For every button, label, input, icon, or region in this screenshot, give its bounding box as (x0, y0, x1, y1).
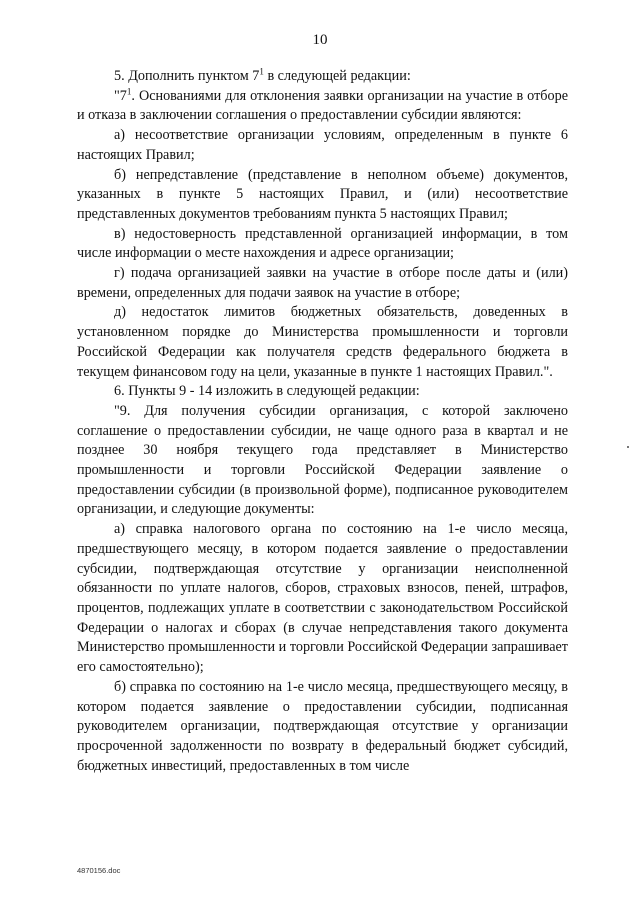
subitem-v: в) недостоверность представленной организацией информации, в том числе информации о месте нахождения и адресе организации; (77, 225, 568, 262)
subitem-9-a: а) справка налогового органа по состоянию на 1-е число месяца, предшествующего месяцу, в котором подается заявление о предоставлении субсидии, подтверждающая отсутствие у организации неисполненной обязанности по уплате налогов, сборов, страховых взносов, пеней, штрафов, процентов, подлежащих уплате в соответствии с законодательством Российской Федерации о налогах и сборах (в случае непредставления такого документа Министерство промышленности и торговли Российской Федерации запрашивает его самостоятельно); (77, 521, 568, 676)
subitem-d: д) недостаток лимитов бюджетных обязательств, доведенных в установленном порядке до Министерства промышленности и торговли Российской Федерации как получателя средств федерального бюджета в текущем финансовом году на цели, указанные в пункте 1 настоящих Правил.". (77, 304, 568, 380)
subitem-g: г) подача организацией заявки на участие в отборе после даты и (или) времени, определенных для подачи заявок на участие в отборе; (77, 265, 568, 301)
paragraph-item-5: 5. Дополнить пунктом $7^1$ в следующей редакции: (114, 66, 411, 84)
footer-filename: 4870156.doc (77, 866, 121, 875)
document-body (77, 67, 568, 776)
subitem-a: а) несоответствие организации условиям, определенным в пункте 6 настоящих Правил; (77, 127, 568, 163)
margin-speck (627, 446, 629, 448)
subitem-9-b: б) справка по состоянию на 1-е число месяца, предшествующего месяцу, в котором подается заявление о предоставлении субсидии, подписанная руководителем организации, подтверждающая отсутствие у организации просроченной задолженности по возврату в федеральный бюджет субсидий, бюджетных инвестиций, предоставленных в том числе (77, 678, 568, 774)
paragraph-9-intro: "9. Для получения субсидии организация, с которой заключено соглашение о предоставлении субсидии, не чаще одного раза в квартал и не позднее 30 ноября текущего года представляет в Министерство промышленности и торговли Российской Федерации заявление о предоставлении субсидии (в произвольной форме), подписанное руководителем организации, и следующие документы: (77, 402, 568, 518)
paragraph-item-6: 6. Пункты 9 - 14 изложить в следующей редакции: (114, 383, 420, 400)
subitem-b: б) непредставление (представление в неполном объеме) документов, указанных в пункте 5 настоящих Правил, и (или) несоответствие представленных документов требованиям пункта 5 настоящих Правил; (77, 166, 568, 222)
paragraph-7-1-intro: "$7^1$. Основаниями для отклонения заявки организации на участие в отборе и отказа в заключении соглашения о предоставлении субсидии являются: (77, 85, 568, 124)
page-number: 10 (312, 32, 328, 48)
